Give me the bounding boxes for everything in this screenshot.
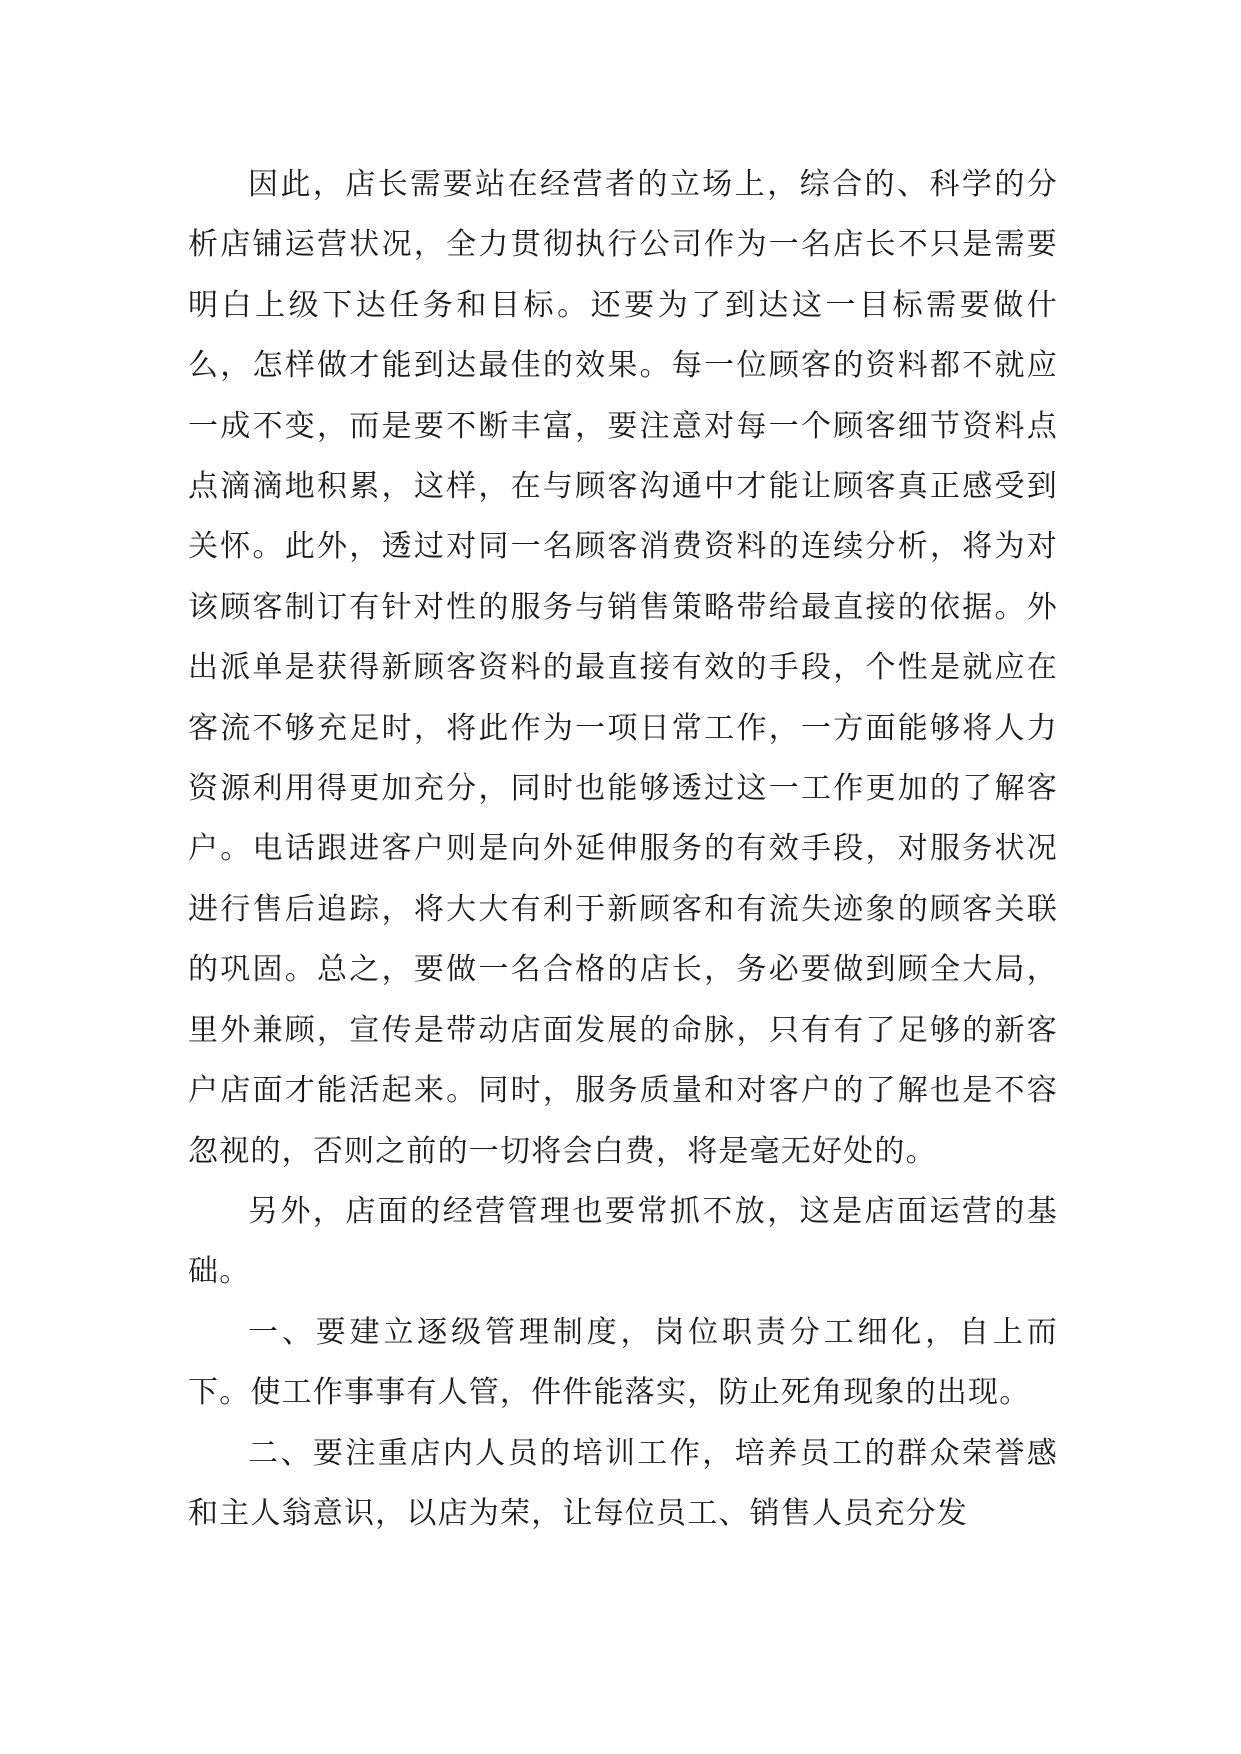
paragraph-3: 一、要建立逐级管理制度，岗位职责分工细化，自上而下。使工作事事有人管，件件能落实，防止死角现象的出现。: [188, 1314, 1058, 1411]
document-page: [188, 155, 1058, 1544]
paragraph-2: 另外，店面的经营管理也要常抓不放，这是店面运营的基础。: [188, 1193, 1058, 1290]
paragraph-1: 因此，店长需要站在经营者的立场上，综合的、科学的分析店铺运营状况，全力贯彻执行公司作为一名店长不只是需要明白上级下达任务和目标。还要为了到达这一目标需要做什么，怎样做才能到达最佳的效果。每一位顾客的资料都不就应一成不变，而是要不断丰富，要注意对每一个顾客细节资料点点滴滴地积累，这样，在与顾客沟通中才能让顾客真正感受到关怀。此外，透过对同一名顾客消费资料的连续分析，将为对该顾客制订有针对性的服务与销售策略带给最直接的依据。外出派单是获得新顾客资料的最直接有效的手段，个性是就应在客流不够充足时，将此作为一项日常工作，一方面能够将人力资源利用得更加充分，同时也能够透过这一工作更加的了解客户。电话跟进客户则是向外延伸服务的有效手段，对服务状况进行售后追踪，将大大有利于新顾客和有流失迹象的顾客关联的巩固。总之，要做一名合格的店长，务必要做到顾全大局，里外兼顾，宣传是带动店面发展的命脉，只有有了足够的新客户店面才能活起来。同时，服务质量和对客户的了解也是不容忽视的，否则之前的一切将会白费，将是毫无好处的。: [188, 167, 1058, 1169]
paragraph-4: 二、要注重店内人员的培训工作，培养员工的群众荣誉感和主人翁意识，以店为荣，让每位员工、销售人员充分发: [188, 1435, 1058, 1531]
